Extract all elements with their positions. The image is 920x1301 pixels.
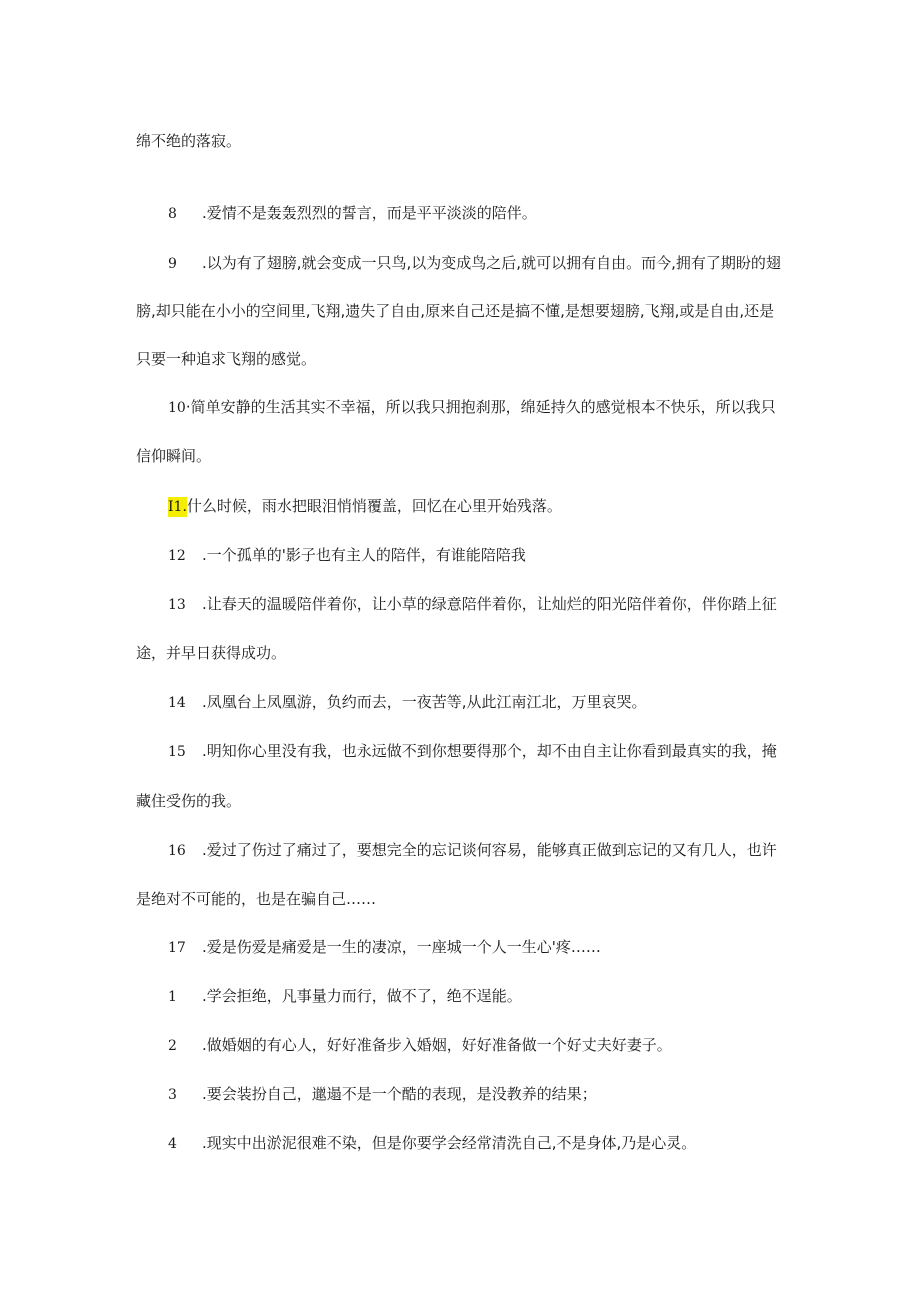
item-text: .做婚姻的有心人，好好准备步入婚姻，好好准备做一个好丈夫好妻子。: [202, 1036, 672, 1054]
list-item-9-continuation: [136, 349, 786, 369]
highlighted-number: I1.: [168, 499, 187, 515]
item-number: 2: [168, 1038, 177, 1054]
item-text: .学会拒绝，凡事量力而行，做不了，绝不逞能。: [202, 987, 522, 1005]
item-text: 什么时候，雨水把眼泪悄悄覆盖，回忆在心里开始残落。: [186, 497, 562, 515]
item-text: 只要一种追求飞翔的感觉。: [136, 350, 317, 368]
item-text: .现实中出淤泥很难不染，但是你要学会经常清洗自己,不是身体,乃是心灵。: [202, 1134, 697, 1152]
item-text: .爱过了伤过了痛过了，要想完全的忘记谈何容易，能够真正做到忘记的又有几人，也许: [202, 841, 777, 859]
item-text: 信仰瞬间。: [136, 447, 212, 465]
item-text: 藏住受伤的我。: [136, 792, 242, 810]
item-number: 4: [168, 1136, 177, 1152]
list-item-14: [168, 692, 786, 713]
list-item-9-continuation: [136, 301, 786, 321]
list-item-16: [168, 840, 786, 861]
list-item-16-continuation: [136, 889, 786, 909]
item-number: 10: [168, 400, 186, 416]
item-text: .明知你心里没有我，也永远做不到你想要得那个，却不由自主让你看到最真实的我，掩: [202, 742, 777, 760]
item-text: .一个孤单的'影子也有主人的陪伴，有谁能陪陪我: [202, 546, 526, 564]
list-item-13: [168, 594, 786, 615]
item-text: .让春天的温暖陪伴着你，让小草的绿意陪伴着你，让灿烂的阳光陪伴着你，伴你踏上征: [202, 595, 777, 613]
list-item-8: [168, 203, 786, 224]
item-number: 13: [168, 597, 186, 613]
list-item-3: [168, 1084, 786, 1105]
list-item-1: [168, 986, 786, 1007]
list-item-11: [168, 496, 786, 517]
list-item-10-continuation: [136, 446, 786, 466]
item-number: 15: [168, 744, 186, 760]
list-item-15-continuation: [136, 791, 786, 811]
item-text: ·简单安静的生活其实不幸福，所以我只拥抱刹那，绵延持久的感觉根本不快乐，所以我只: [185, 398, 776, 416]
item-number: 8: [168, 206, 177, 222]
list-item-12: [168, 545, 786, 566]
line-text: 绵不绝的落寂。: [136, 132, 242, 150]
item-text: .要会装扮自己，邋遢不是一个酷的表现，是没教养的结果；: [202, 1085, 597, 1103]
item-number: 17: [168, 940, 186, 956]
list-item-15: [168, 741, 786, 762]
item-number: 3: [168, 1087, 177, 1103]
list-item-4: [168, 1133, 786, 1154]
item-text: .爱是伤爱是痛爱是一生的凄凉，一座城一个人一生心'疼……: [202, 938, 601, 956]
item-number: 9: [168, 256, 177, 272]
item-number: 14: [168, 695, 186, 711]
list-item-17: [168, 937, 786, 958]
list-item-13-continuation: [136, 643, 786, 663]
item-number: 1: [168, 989, 177, 1005]
item-number: 12: [168, 548, 186, 564]
list-item-2: [168, 1035, 786, 1056]
item-text: .凤凰台上凤凰游，负约而去，一夜苦等,从此江南江北，万里哀哭。: [202, 693, 647, 711]
item-text: 是绝对不可能的，也是在骗自己……: [136, 890, 377, 908]
item-text: 途，并早日获得成功。: [136, 644, 287, 662]
paragraph-line: [136, 131, 786, 151]
item-text: .爱情不是轰轰烈烈的誓言，而是平平淡淡的陪伴。: [202, 204, 537, 222]
item-text: .以为有了翅膀,就会变成一只鸟,以为变成鸟之后,就可以拥有自由。而今,拥有了期盼的翅: [202, 254, 781, 272]
list-item-10: [168, 397, 786, 418]
list-item-9: [168, 253, 786, 274]
item-number: 16: [168, 843, 186, 859]
item-text: 膀,却只能在小小的空间里,飞翔,遗失了自由,原来自己还是搞不懂,是想要翅膀,飞翔,或是自由,还是: [136, 302, 775, 320]
